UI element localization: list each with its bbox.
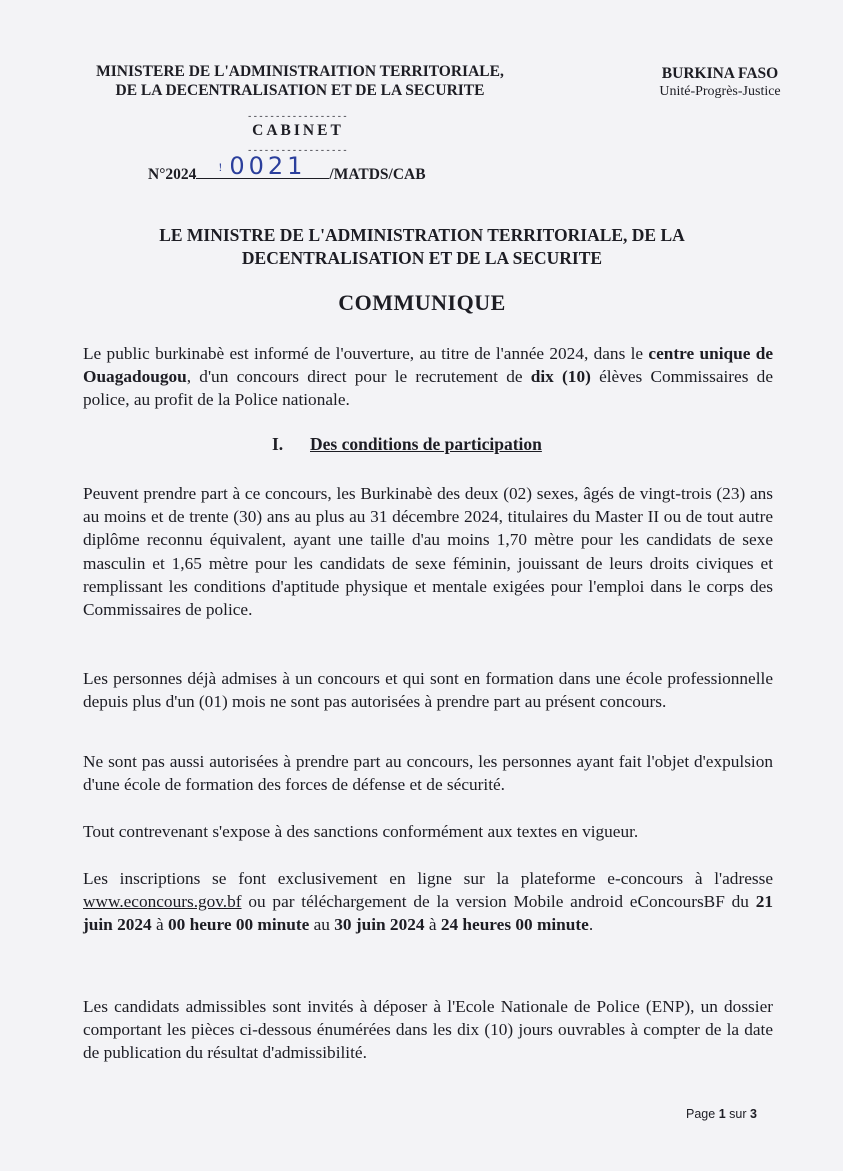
registration-text-5: à: [424, 915, 441, 935]
intro-bold-number: dix (10): [530, 367, 591, 387]
footer-page-word: Page: [686, 1107, 716, 1121]
intro-paragraph: [83, 342, 773, 412]
registration-text-4: au: [309, 915, 335, 935]
intro-bold-centre: centre unique de Ouagadougou: [83, 344, 774, 387]
intro-text-1: Le public burkinabè est informé de l'ouverture, au titre de l'année 2024, dans le: [83, 344, 649, 363]
divider-top: ------------------: [247, 112, 348, 122]
intro-text-3: élèves Commissaires de police, au profit de la Police nationale.: [83, 367, 773, 410]
section-heading: [272, 434, 542, 455]
country-motto: Unité-Progrès-Justice: [659, 84, 781, 99]
reference-prefix: N°2024: [148, 166, 197, 183]
ministry-line-1: MINISTERE DE L'ADMINISTRAITION TERRITORIALE,: [96, 63, 504, 80]
intro-text-2: , d'un concours direct pour le recrutement de: [186, 367, 531, 387]
minister-line-2: DECENTRALISATION ET DE LA SECURITE: [241, 248, 603, 268]
registration-start-time: 00 heure 00 minute: [167, 915, 310, 935]
expelled-paragraph: Ne sont pas aussi autorisées à prendre part au concours, les personnes ayant fait l'objet d'expulsion d'une école de formation des forces de défense et de sécurité.: [83, 752, 773, 795]
footer-sur: sur: [729, 1107, 747, 1121]
document-title: COMMUNIQUE: [338, 290, 506, 315]
registration-text-3: à: [151, 915, 168, 935]
registration-text-6: .: [588, 915, 594, 935]
reference-blank: [196, 152, 329, 180]
registration-text-2: ou par téléchargement de la version Mobile android eConcoursBF du: [241, 892, 756, 912]
handwritten-mark: !: [218, 160, 223, 174]
country-header: [630, 64, 810, 101]
registration-start-date: 21 juin 2024: [83, 892, 773, 935]
cabinet-label: CABINET: [252, 122, 344, 139]
reference-suffix: /MATDS/CAB: [329, 166, 426, 183]
registration-end-date: 30 juin 2024: [334, 915, 425, 935]
registration-end-time: 24 heures 00 minute: [440, 915, 589, 935]
country-name: BURKINA FASO: [661, 65, 779, 82]
registration-paragraph: [83, 867, 773, 937]
registration-text-1: Les inscriptions se font exclusivement en ligne sur la plateforme e-concours à l'adresse: [83, 869, 773, 888]
handwritten-number: 0021: [229, 152, 307, 180]
footer-page-number: 1: [718, 1107, 726, 1121]
minister-heading: [100, 224, 744, 270]
ministry-header: [70, 62, 530, 100]
reference-number: [148, 152, 426, 184]
candidates-paragraph: Les candidats admissibles sont invités à déposer à l'Ecole Nationale de Police (ENP), un dossier comportant les pièces ci-dessous énumérées dans les dix (10) jours ouvrables à compter de la date de publication du résultat d'admissibilité.: [83, 997, 773, 1063]
footer-page-total: 3: [749, 1107, 757, 1121]
admitted-paragraph: Les personnes déjà admises à un concours et qui sont en formation dans une école professionnelle depuis plus d'un (01) mois ne sont pas autorisées à prendre part au présent concours.: [83, 669, 773, 712]
section-number: I.: [272, 434, 284, 454]
minister-line-1: LE MINISTRE DE L'ADMINISTRATION TERRITORIALE, DE LA: [159, 225, 685, 245]
ministry-line-2: DE LA DECENTRALISATION ET DE LA SECURITE: [115, 82, 485, 99]
conditions-paragraph: Peuvent prendre part à ce concours, les Burkinabè des deux (02) sexes, âgés de vingt-trois (23) ans au moins et de trente (30) ans au plus au 31 décembre 2024, titulaires du Master II ou de tout autre diplôme reconnu équivalent, ayant une taille d'au moins 1,70 mètre pour les candidats de sexe masculin et 1,65 mètre pour les candidats de sexe féminin, jouissant de leurs droits civiques et remplissant les conditions d'aptitude physique et mentale exigées pour l'emploi dans le corps des Commissaires de police.: [83, 484, 773, 620]
page-footer: [686, 1107, 757, 1121]
sanctions-paragraph: Tout contrevenant s'expose à des sanctions conformément aux textes en vigueur.: [83, 822, 639, 841]
econcours-link[interactable]: www.econcours.gov.bf: [83, 892, 242, 912]
divider-bottom: ------------------: [247, 146, 348, 156]
section-title: Des conditions de participation: [310, 434, 542, 454]
